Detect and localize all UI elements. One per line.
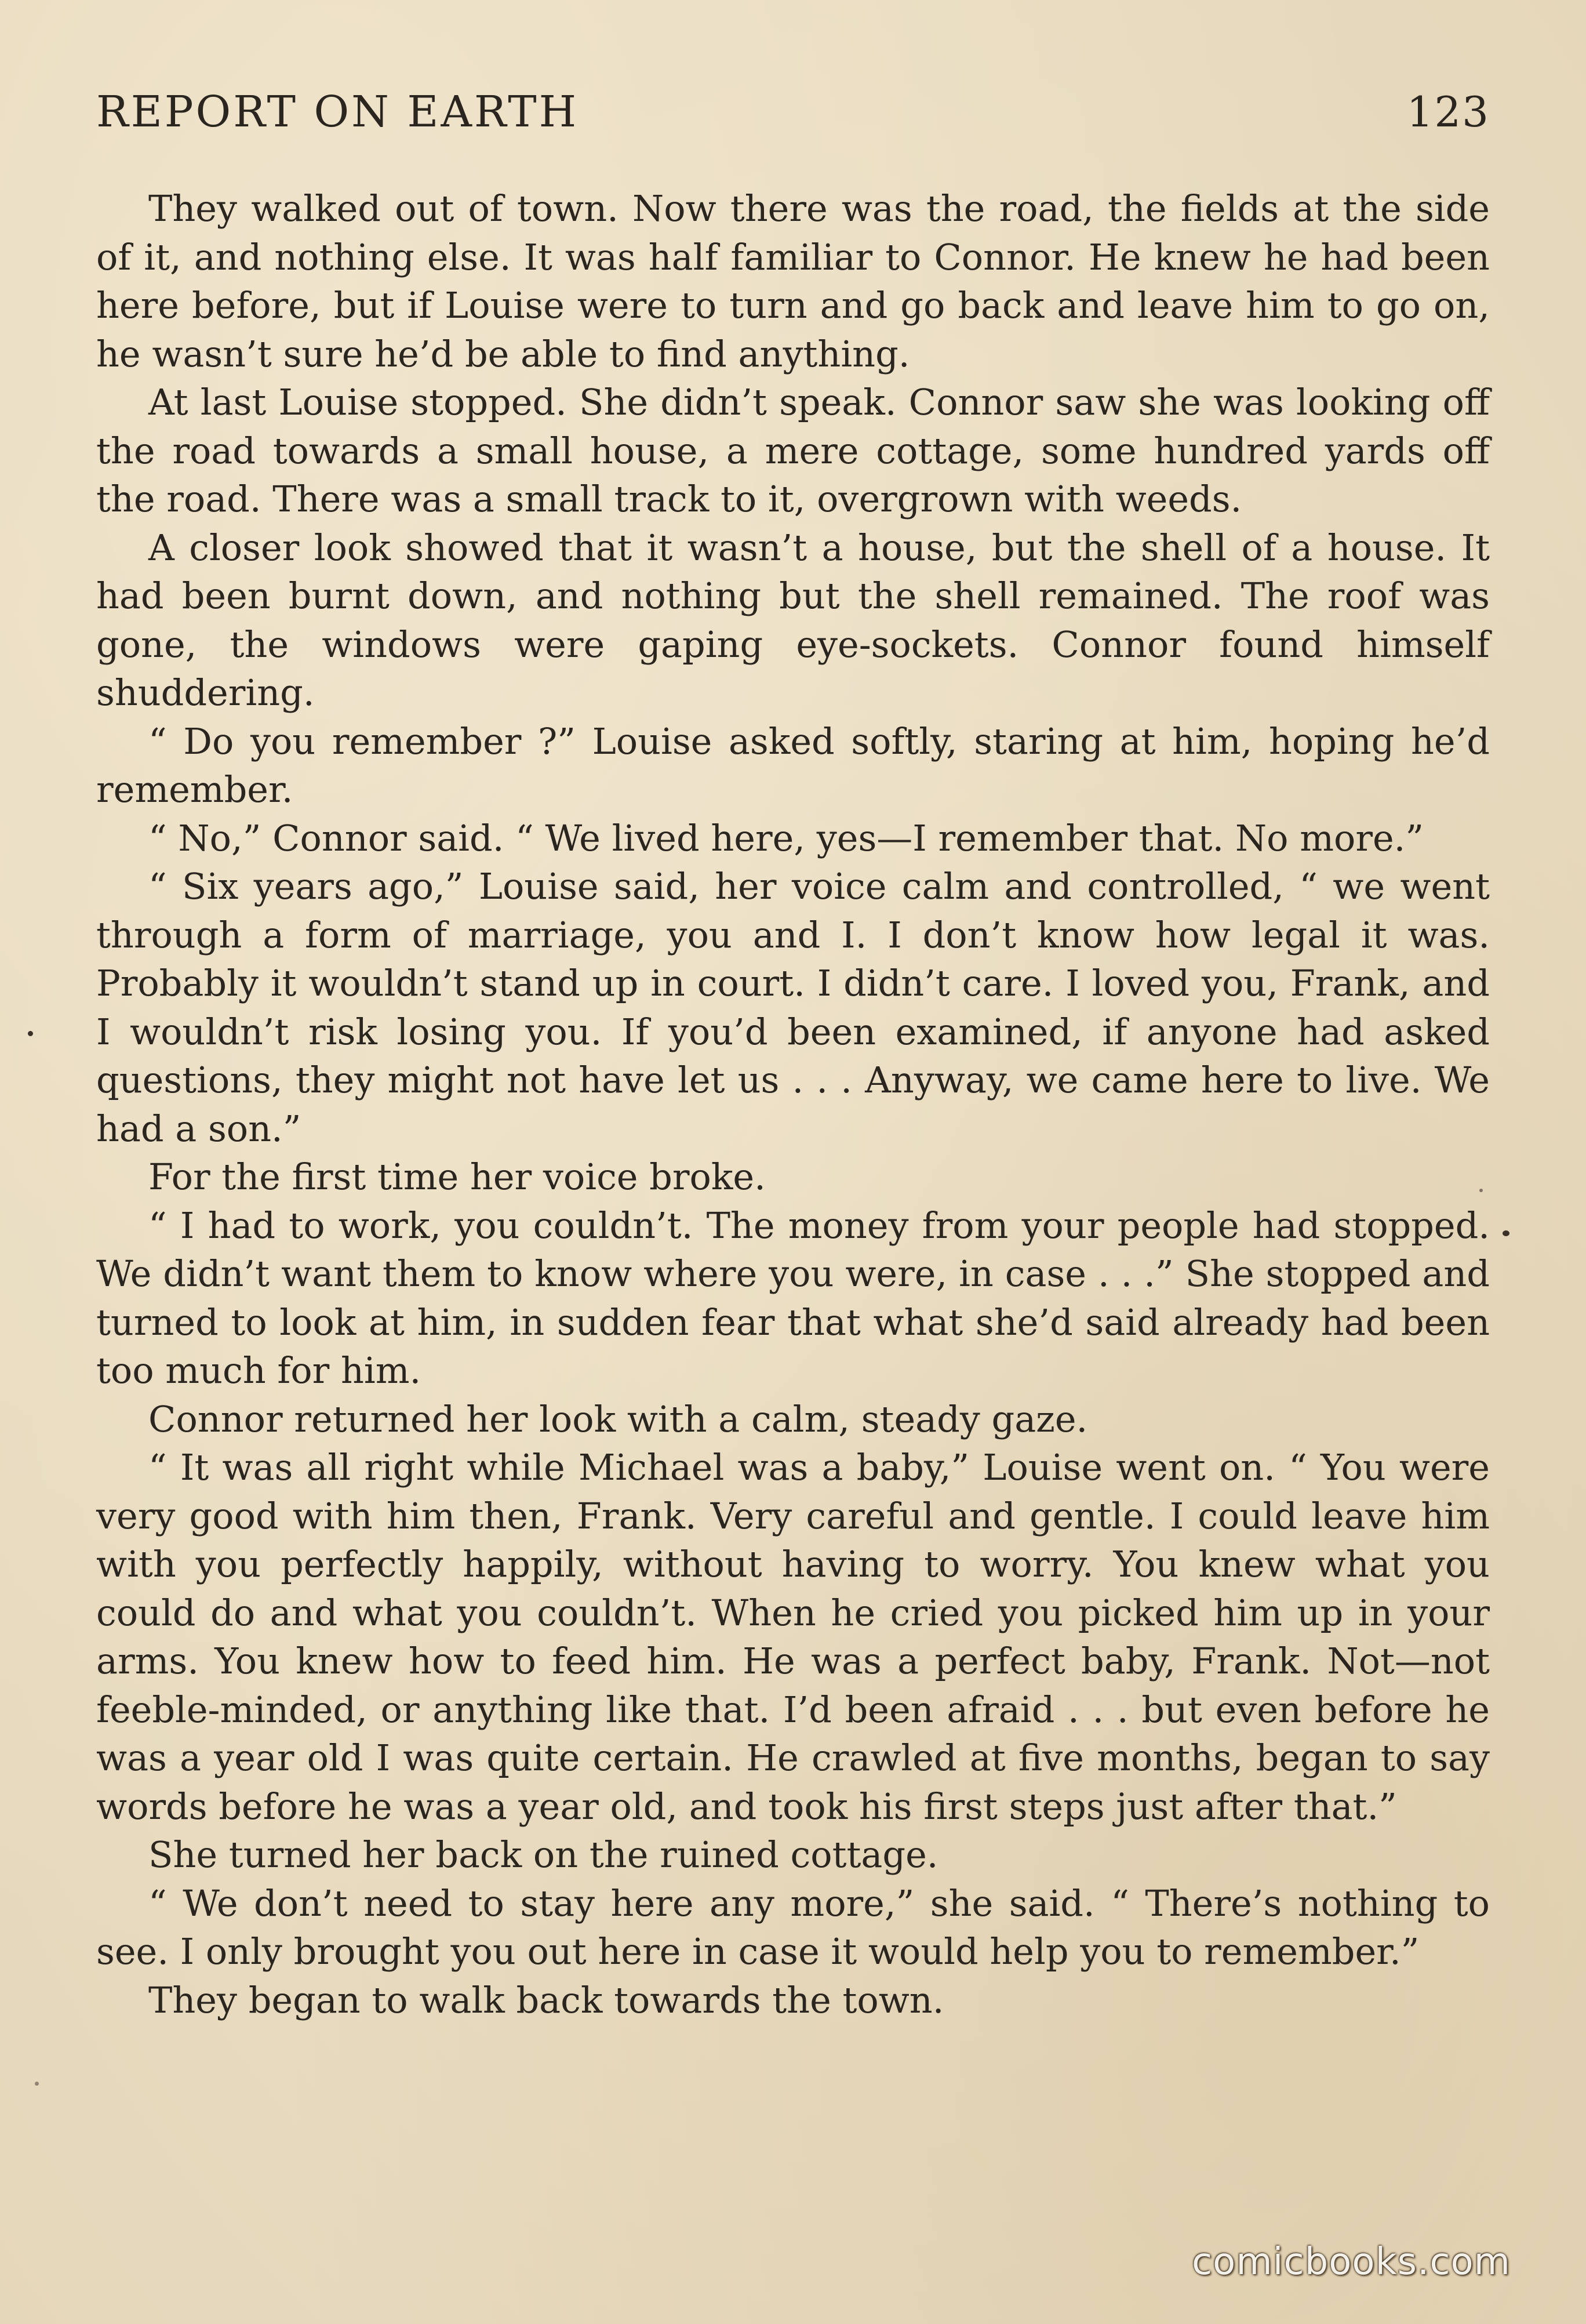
running-head: [96, 87, 1490, 145]
page-number: 123: [1406, 88, 1490, 136]
paragraph: At last Louise stopped. She didn’t speak. Connor saw she was looking off the road towards a small house, a mere cottage, some hundred yards off the road. There was a small track to it, overgrown with weeds.: [96, 381, 1490, 520]
paragraph: “ I had to work, you couldn’t. The money from your people had stopped. We didn’t want them to know where you were, in case . . .” She stopped and turned to look at him, in sudden fear that what she’d said already had been too much for him.: [96, 1204, 1490, 1392]
ink-speck: [35, 2082, 39, 2086]
paragraph: For the first time her voice broke.: [148, 1156, 766, 1198]
paragraph: “ We don’t need to stay here any more,” she said. “ There’s nothing to see. I only brought you out here in case it would help you to remember.”: [96, 1882, 1490, 1973]
running-title: REPORT ON EARTH: [96, 87, 579, 137]
paragraph: A closer look showed that it wasn’t a house, but the shell of a house. It had been burnt down, and nothing but the shell remained. The roof was gone, the windows were gaping eye-sockets. Connor found himself shuddering.: [96, 526, 1490, 714]
body-text: [96, 184, 1490, 2024]
paragraph: “ Six years ago,” Louise said, her voice calm and controlled, “ we went through a form of marriage, you and I. I don’t know how legal it was. Probably it wouldn’t stand up in court. I didn’t care. I loved you, Frank, and I wouldn’t risk losing you. If you’d been examined, if anyone had asked questions, they might not have let us . . . Anyway, we came here to live. We had a son.”: [96, 865, 1490, 1150]
ink-speck: [1503, 1230, 1509, 1236]
paragraph: They began to walk back towards the town.: [148, 1978, 944, 2021]
ink-speck: [1479, 1189, 1483, 1192]
watermark: comicbooks.com: [1191, 2241, 1511, 2283]
paragraph: “ It was all right while Michael was a baby,” Louise went on. “ You were very good with him then, Frank. Very careful and gentle. I could leave him with you perfectly happily, without having to worry. You knew what you could do and what you couldn’t. When he cried you picked him up in your arms. You knew how to feed him. He was a perfect baby, Frank. Not—not feeble-minded, or anything like that. I’d been afraid . . . but even before he was a year old I was quite certain. He crawled at five months, began to say words before he was a year old, and took his first steps just after that.”: [96, 1446, 1490, 1828]
paragraph: Connor returned her look with a calm, steady gaze.: [148, 1397, 1088, 1440]
paragraph: “ Do you remember ?” Louise asked softly, staring at him, hoping he’d remember.: [96, 720, 1490, 811]
paragraph: She turned her back on the ruined cottage.: [148, 1833, 938, 1876]
paragraph: “ No,” Connor said. “ We lived here, yes—I remember that. No more.”: [148, 816, 1424, 859]
ink-speck: [28, 1031, 33, 1036]
paragraph: They walked out of town. Now there was the road, the fields at the side of it, and nothing else. It was half familiar to Connor. He knew he had been here before, but if Louise were to turn and go back and leave him to go on, he wasn’t sure he’d be able to find anything.: [96, 187, 1490, 375]
